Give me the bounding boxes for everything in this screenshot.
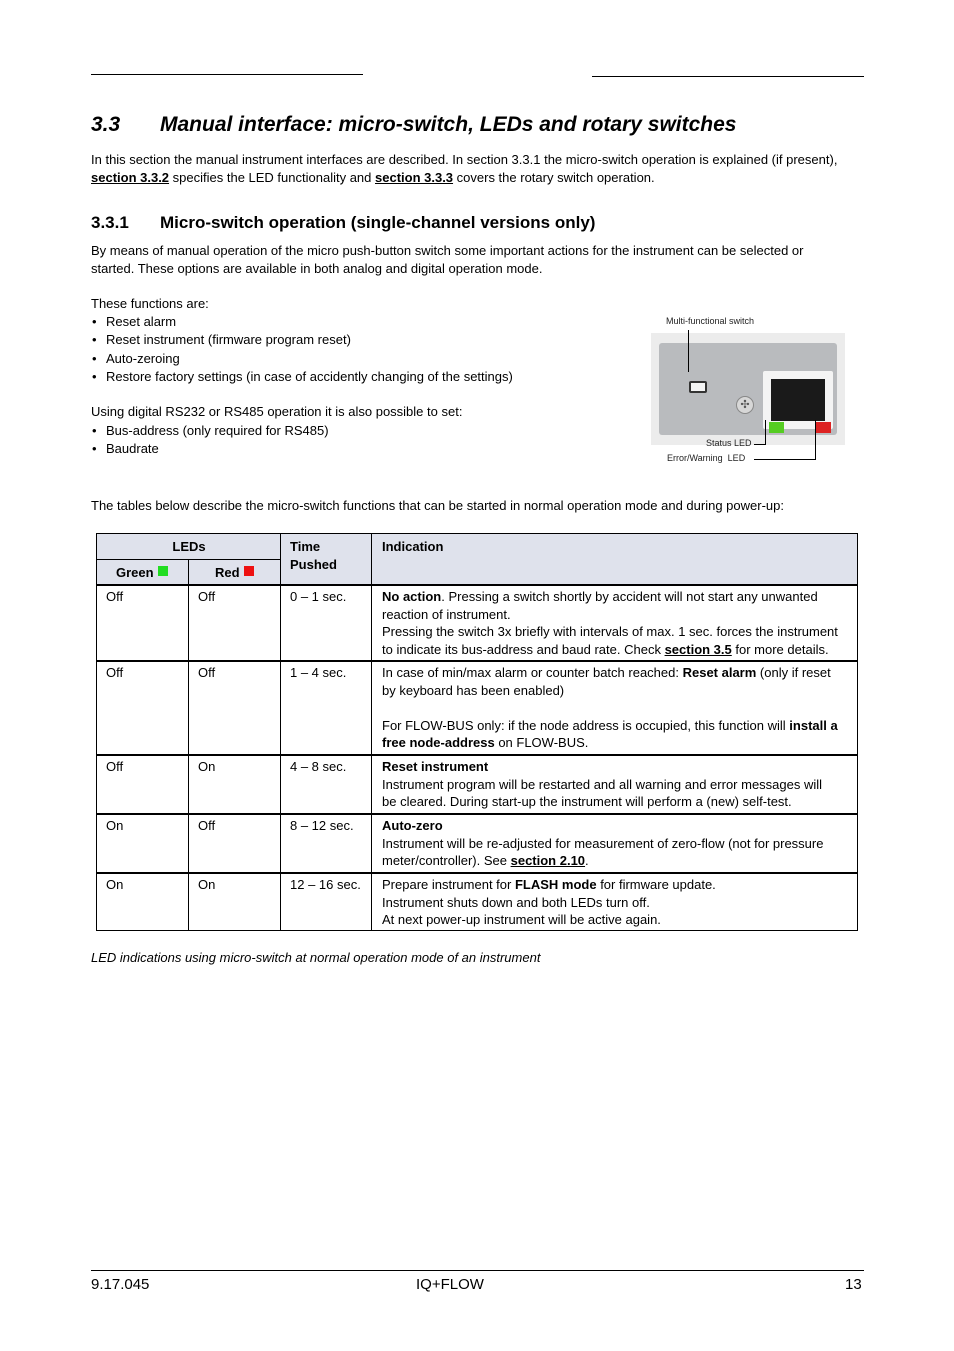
- panel-face: [659, 343, 837, 435]
- row4-indication: Auto-zero Instrument will be re-adjusted for measurement of zero-flow (not for pressure meter/controller). See section 2.10.: [382, 818, 824, 868]
- col-divider: [188, 560, 189, 930]
- row5-green: On: [106, 877, 124, 892]
- link-section-3-3-2[interactable]: section 3.3.2: [91, 170, 170, 185]
- list-item: • Auto-zeroing: [91, 350, 513, 368]
- digital-list: [91, 422, 329, 459]
- intro-line-1: In this section the manual instrument interfaces are described. In section 3.3.1 the micro-switch operation is explained (if present),: [91, 152, 838, 167]
- row4-green: On: [106, 818, 124, 833]
- row1-red: Off: [198, 589, 216, 604]
- col-divider: [280, 534, 281, 930]
- row1-green: Off: [106, 589, 124, 604]
- footer-product: IQ+FLOW: [416, 1276, 484, 1293]
- link-section-3-5[interactable]: section 3.5: [664, 641, 732, 657]
- status-leader-line-h: [754, 444, 766, 445]
- error-leader-line-v: [815, 420, 816, 460]
- status-led: [769, 422, 784, 433]
- row3-time: 4 – 8 sec.: [290, 759, 347, 774]
- functions-list: [91, 313, 513, 386]
- red-square-icon: [244, 566, 254, 576]
- row3-red: On: [198, 759, 216, 774]
- section-heading: [91, 113, 737, 137]
- row1-indication: No action. Pressing a switch shortly by accident will not start any unwanted reaction of instrument. Pressing the switch 3x briefly with intervals of max. 1 sec. forces the instrument to indicate its bus-address and baud rate. Check section 3.5 for more details.: [382, 589, 838, 657]
- row3-green: Off: [106, 759, 124, 774]
- header-red: Red: [215, 564, 254, 582]
- footer-page-number: 13: [845, 1276, 862, 1293]
- table-caption: LED indications using micro-switch at normal operation mode of an instrument: [91, 950, 541, 965]
- link-section-3-3-3[interactable]: section 3.3.3: [375, 170, 454, 185]
- list-item: • Baudrate: [91, 440, 329, 458]
- subsection-title: Micro-switch operation (single-channel versions only): [160, 213, 596, 232]
- header-green: Green: [116, 564, 168, 582]
- header-indication: Indication: [382, 539, 444, 554]
- switch-label: Multi-functional switch: [666, 316, 755, 326]
- subsection-paragraph: By means of manual operation of the micro push-button switch some important actions for the instrument can be selected or started. These options are available in both analog and digital operation mode.: [91, 243, 804, 276]
- section-intro: [91, 151, 871, 187]
- row5-time: 12 – 16 sec.: [290, 877, 361, 892]
- section-number: 3.3: [91, 113, 121, 136]
- subsection-number: 3.3.1: [91, 213, 129, 232]
- row-divider: [97, 813, 857, 815]
- header-rule-right: [592, 76, 864, 77]
- list-item: • Reset alarm: [91, 313, 513, 331]
- header-rule-left: [91, 74, 363, 75]
- row-divider: [97, 584, 857, 586]
- row-divider: [97, 559, 281, 560]
- error-led-label: Error/Warning LED: [667, 453, 746, 463]
- list-item: • Reset instrument (firmware program reset): [91, 331, 513, 349]
- header-leds: LEDs: [172, 539, 206, 554]
- row5-red: On: [198, 877, 216, 892]
- row-divider: [97, 754, 857, 756]
- link-section-2-10[interactable]: section 2.10: [510, 853, 586, 868]
- row2-indication: In case of min/max alarm or counter batch reached: Reset alarm (only if reset by keyboard has been enabled) For FLOW-BUS only: if the node address is occupied, this function will install a free node-address on FLOW-BUS.: [382, 665, 838, 750]
- row-divider: [97, 872, 857, 874]
- row2-red: Off: [198, 665, 216, 680]
- row-divider: [97, 660, 857, 662]
- section-title: Manual interface: micro-switch, LEDs and rotary switches: [160, 113, 737, 136]
- tables-intro: The tables below describe the micro-switch functions that can be started in normal operation mode and during power-up:: [91, 498, 784, 513]
- row5-indication: Prepare instrument for FLASH mode for firmware update. Instrument shuts down and both LEDs turn off. At next power-up instrument will be active again.: [382, 877, 716, 927]
- screw-icon: ✣: [736, 396, 754, 414]
- col-divider: [371, 534, 372, 930]
- list-item: • Bus-address (only required for RS485): [91, 422, 329, 440]
- row4-time: 8 – 12 sec.: [290, 818, 354, 833]
- header-time: Time Pushed: [290, 539, 337, 572]
- intro-line-2: section 3.3.2 specifies the LED functionality and section 3.3.3 covers the rotary switch operation.: [91, 170, 655, 185]
- subsection-heading: [91, 213, 595, 233]
- row2-green: Off: [106, 665, 124, 680]
- row3-indication: Reset instrument Instrument program will be restarted and all warning and error messages will be cleared. During start-up the instrument will perform a (new) self-test.: [382, 759, 823, 809]
- row1-time: 0 – 1 sec.: [290, 589, 347, 604]
- status-leader-line-v: [765, 420, 766, 445]
- switch-leader-line: [688, 330, 689, 372]
- footer-rule: [91, 1270, 864, 1271]
- list-item: • Restore factory settings (in case of accidently changing of the settings): [91, 368, 513, 386]
- row4-red: Off: [198, 818, 216, 833]
- micro-switch: [689, 381, 707, 393]
- status-led-label: Status LED: [706, 438, 752, 448]
- green-square-icon: [158, 566, 168, 576]
- error-leader-line-h: [754, 459, 816, 460]
- functions-heading: These functions are:: [91, 296, 209, 311]
- error-warning-led: [816, 422, 831, 433]
- digital-heading: Using digital RS232 or RS485 operation it is also possible to set:: [91, 404, 463, 419]
- row2-time: 1 – 4 sec.: [290, 665, 347, 680]
- rj45-connector: [763, 371, 833, 429]
- footer-doc-number: 9.17.045: [91, 1276, 150, 1293]
- led-indication-table: [96, 533, 858, 931]
- rj45-port: [771, 379, 825, 421]
